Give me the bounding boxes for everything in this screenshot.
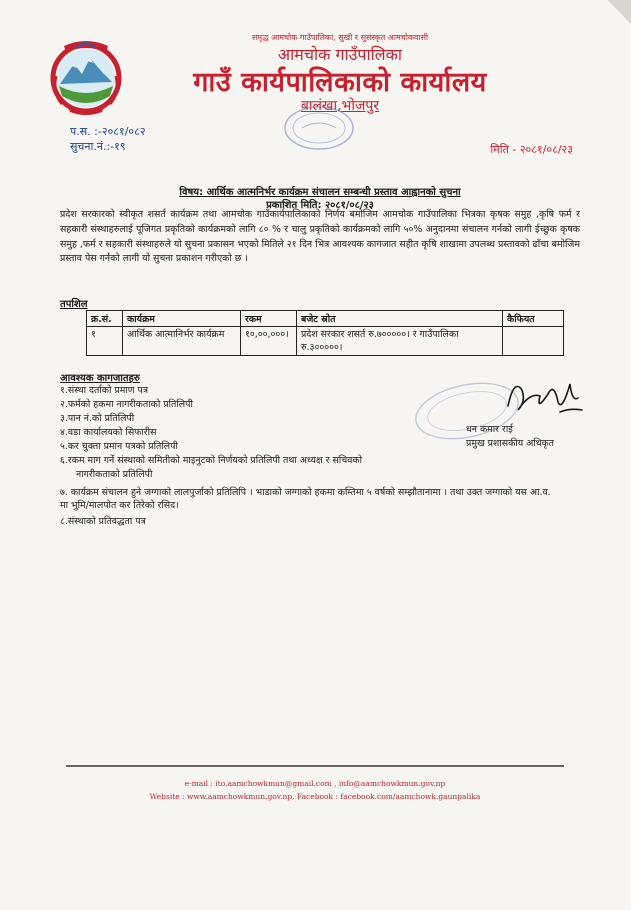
list-item: ७. कार्यक्रम संचालन हुने जग्गाको लालपुर्जाको प्रतिलिपि । भाडाको जग्गाको हकमा कम्तिमा ५ वर्षको सम्झौतानामा । तथा उक्त जग्गाको यस आ.व. मा भुमि/मालपोत कर तिरेको रसिद। xyxy=(60,487,551,511)
table-header-cell: कार्यक्रम xyxy=(123,311,241,327)
reference-number: प.स. :-२०८१/०८२ xyxy=(70,125,146,138)
footer-website: Website : www.aamchowkmun.gov.np, Facebook : facebook.com/aamchowk.gaunpalika xyxy=(149,792,481,801)
page-corner-fold xyxy=(607,0,631,24)
table-cell: १ xyxy=(87,327,123,356)
letterhead-tagline: समृद्ध आमचोक गाउँपालिका, सुखी र सुसंस्कृत आमचोकवासी xyxy=(251,33,429,42)
table-cell xyxy=(503,327,564,356)
published-date: प्रकाशित मिति: २०८१/०८/२३ xyxy=(266,200,374,211)
notice-number: सुचना.नं.:-१९ xyxy=(70,140,126,153)
details-heading: तपशिल xyxy=(60,299,88,310)
program-table xyxy=(86,310,564,356)
list-item: १.संस्था दर्ताको प्रमाण पत्र xyxy=(60,385,149,396)
list-item: ६.रकम माग गर्ने संस्थाको समितीको माइनुटको निर्णयको प्रतिलिपी तथा अध्यक्ष र सचिवको xyxy=(60,455,363,466)
notice-paragraph: प्रदेश सरकारको स्वीकृत शसर्त कार्यक्रम तथा आमचोक गाउँकार्यपालिकाको निर्णय बमोजिम आमचोक गाउँपालिका भित्रका कृषक समुह ,कृषि फर्म र सहकारी संस्थाहरुलाई पूजिगत प्रकृतिको कार्यक्रमको लागि ८० % र चालु प्रकृतिको कार्यक्रमको लागि ५०% अनुदानमा संचालन गर्नको लागी ईच्छुक कृषक समुह ,फर्म र सहकारी संस्थाहरुले यो सुचना प्रकासन भएको मितिले २१ दिन भित्र आवश्यक कागजात सहीत कृषि शाखामा उपलब्ध प्रस्तावको ढाँचा बमोजिम प्रस्ताव पेस गर्नको लागी यो सुचना प्रकाशन गरीएको छ । xyxy=(60,209,580,265)
list-item: ८.संस्थाको प्रतिवद्धता पत्र xyxy=(60,516,146,527)
nepal-emblem-icon xyxy=(50,38,122,116)
table-header-cell: कैफियत xyxy=(503,311,564,327)
signer-name: धन कमार राई xyxy=(466,424,513,435)
municipality-name: आमचोक गाउँपालिका xyxy=(277,45,403,64)
list-item: नागरीकताको प्रतिलिपी xyxy=(76,469,153,480)
signature-icon xyxy=(500,372,586,422)
table-header-row xyxy=(87,311,564,327)
table-header-cell: क्र.सं. xyxy=(87,311,123,327)
table-cell: आर्थिक आत्मानिर्भर कार्यक्रम xyxy=(123,327,241,356)
signer-title: प्रमुख प्रशासकीय अधिकृत xyxy=(466,438,555,449)
list-item: ३.पान नं.को प्रतिलिपी xyxy=(60,413,135,424)
office-stamp-icon xyxy=(282,104,356,152)
list-item: २.फर्मको हकमा नागरीकताको प्रतिलिपी xyxy=(60,399,193,410)
office-location: बालंखा,भोजपुर xyxy=(300,98,380,114)
notice-subject: विषय: आर्थिक आत्मनिर्भर कार्यक्रम संचालन सम्बन्धी प्रस्ताव आह्वानको सुचना xyxy=(179,187,461,198)
table-header-cell: रकम xyxy=(241,311,297,327)
table-row xyxy=(87,327,564,356)
table-header-cell: बजेट स्रोत xyxy=(297,311,503,327)
header-date: मिति - २०८१/०८/२३ xyxy=(490,143,573,156)
table-cell: प्रदेश सरकार शसर्त रु.७०००००। र गाउँपालिका रु.३०००००। xyxy=(297,327,503,356)
list-item: ४.वडा कार्यालयको सिफारीस xyxy=(60,427,157,438)
requirements-heading: आवश्यक कागजातहरु xyxy=(60,373,140,384)
list-item: ५.कर चुक्ता प्रमान पत्रको प्रतिलिपी xyxy=(60,441,178,452)
table-cell: १०,००,०००। xyxy=(241,327,297,356)
footer-email: e-mail : ito.aamchowkmun@gmail.com , info@aamchowkmun.gov.np xyxy=(184,779,446,788)
office-title: गाउँ कार्यपालिकाको कार्यालय xyxy=(193,67,487,98)
footer-divider xyxy=(66,765,564,767)
